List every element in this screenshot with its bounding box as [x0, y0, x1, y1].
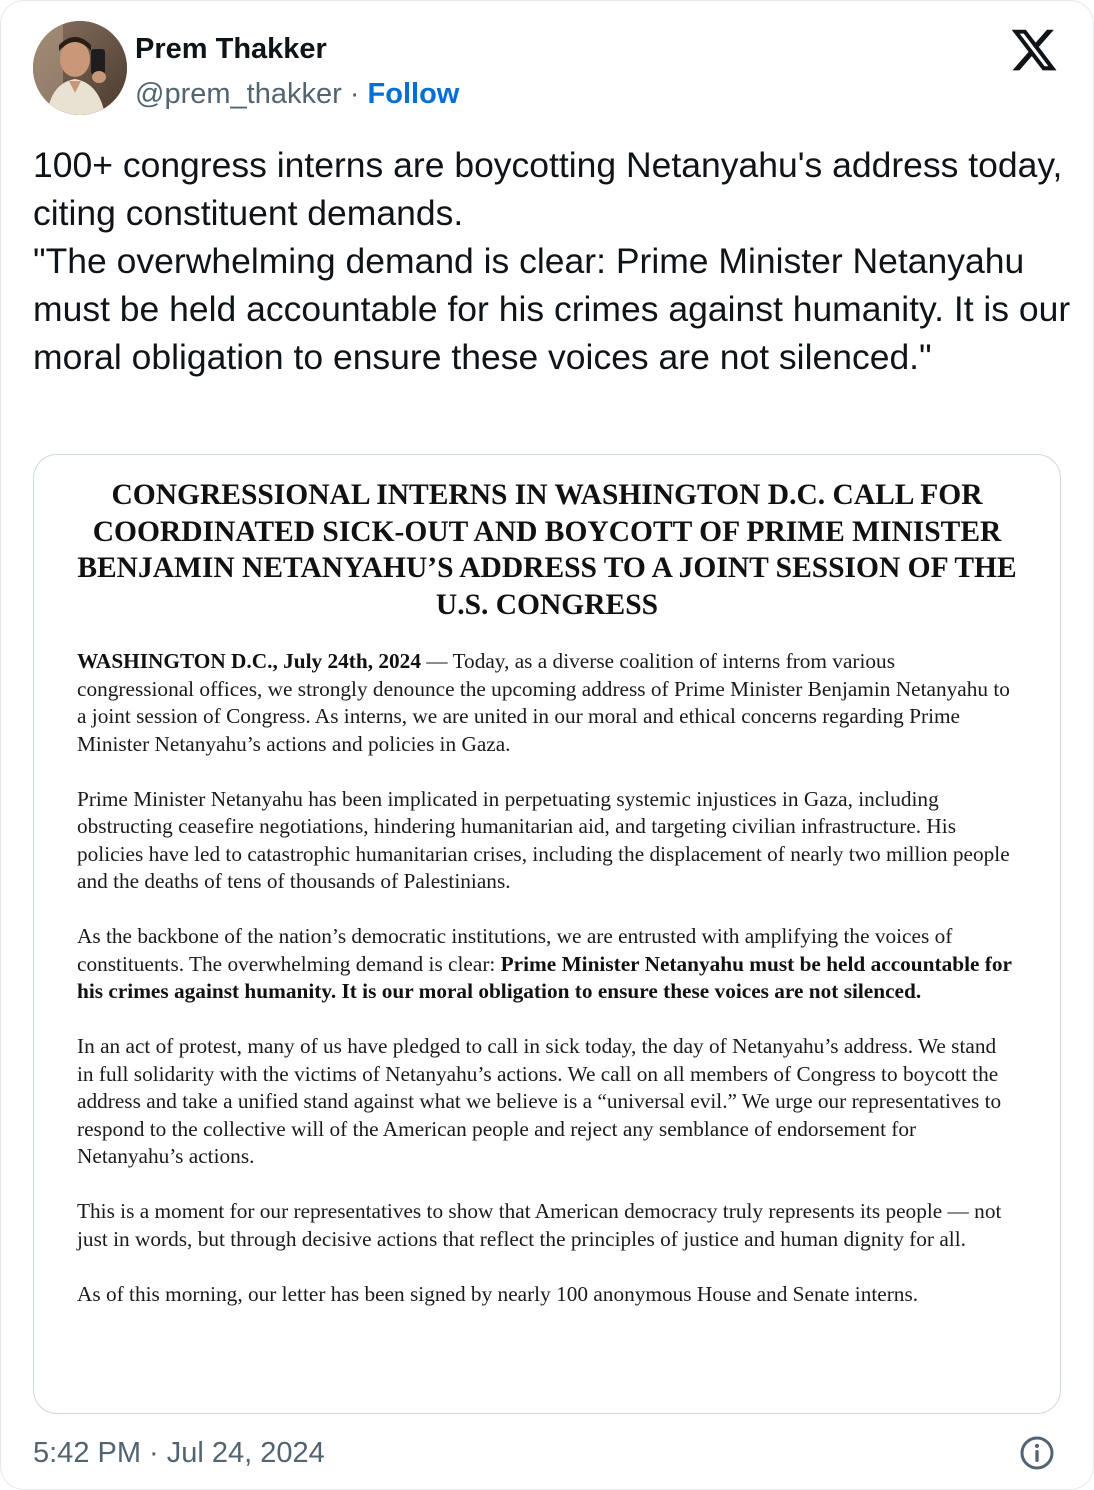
press-paragraph-1: [77, 648, 1017, 758]
follow-button[interactable]: Follow: [367, 78, 460, 110]
press-paragraph-3: [77, 923, 1017, 1006]
avatar[interactable]: [33, 21, 127, 115]
handle-separator: ·: [341, 78, 368, 110]
press-paragraph-1-text: — Today, as a diverse coalition of interns from various congressional offices, we strongly denounce the upcoming address of Prime Minister Benjamin Netanyahu to a joint session of Congress. As interns, we are united in our moral and ethical concerns regarding Prime Minister Netanyahu’s actions and policies in Gaza.: [77, 649, 1010, 756]
press-release-body: [77, 648, 1017, 1336]
press-paragraph-3-bold: Prime Minister Netanyahu must be held accountable for his crimes against humanity. It is our moral obligation to ensure these voices are not silenced.: [77, 951, 1012, 1003]
press-paragraph-4: In an act of protest, many of us have pledged to call in sick today, the day of Netanyahu’s address. We stand in full solidarity with the victims of Netanyahu’s actions. We call on all members of Congress to boycott the address and take a unified stand against what we believe is a “universal evil.” We urge our representatives to respond to the collective will of the American people and reject any semblance of endorsement for Netanyahu’s actions.: [77, 1034, 1002, 1168]
press-paragraph-2: Prime Minister Netanyahu has been implicated in perpetuating systemic injustices in Gaza, including obstructing ceasefire negotiations, hindering humanitarian aid, and targeting civilian infrastructure. His policies have led to catastrophic humanitarian crises, including the displacement of nearly two million people and the deaths of tens of thousands of Palestinians.: [77, 786, 1010, 893]
profile-photo-icon: [33, 21, 127, 115]
press-release-image[interactable]: [33, 454, 1061, 1414]
tweet-text: 100+ congress interns are boycotting Netanyahu's address today, citing constituent demands. "The overwhelming demand is clear: Prime Minister Netanyahu must be held accountable for his crimes against humanity. It is our moral obligation to ensure these voices are not silenced.": [33, 145, 1071, 377]
press-dateline: WASHINGTON D.C., July 24th, 2024: [77, 649, 421, 673]
author-handle-row: [135, 77, 459, 111]
press-paragraph-6: As of this morning, our letter has been signed by nearly 100 anonymous House and Senate interns.: [77, 1281, 919, 1306]
tweet-timestamp[interactable]: 5:42 PM · Jul 24, 2024: [33, 1437, 325, 1469]
info-icon[interactable]: [1019, 1435, 1055, 1471]
press-paragraph-5: This is a moment for our representatives to show that American democracy truly represents its people — not just in words, but through decisive actions that reflect the principles of justice and human dignity for all.: [77, 1199, 1002, 1251]
x-logo-icon[interactable]: [1009, 25, 1059, 75]
author-handle[interactable]: @prem_thakker: [135, 78, 342, 110]
press-paragraph-3-text: As the backbone of the nation’s democratic institutions, we are entrusted with amplifying the voices of constituents. The overwhelming demand is clear:: [77, 924, 953, 976]
tweet-header: [33, 21, 1061, 121]
author-display-name[interactable]: Prem Thakker: [135, 33, 327, 65]
press-release-title: CONGRESSIONAL INTERNS IN WASHINGTON D.C. CALL FOR COORDINATED SICK-OUT AND BOYCOTT OF PRIME MINISTER BENJAMIN NETANYAHU’S ADDRESS TO A JOINT SESSION OF THE U.S. CONGRESS: [77, 479, 1017, 621]
